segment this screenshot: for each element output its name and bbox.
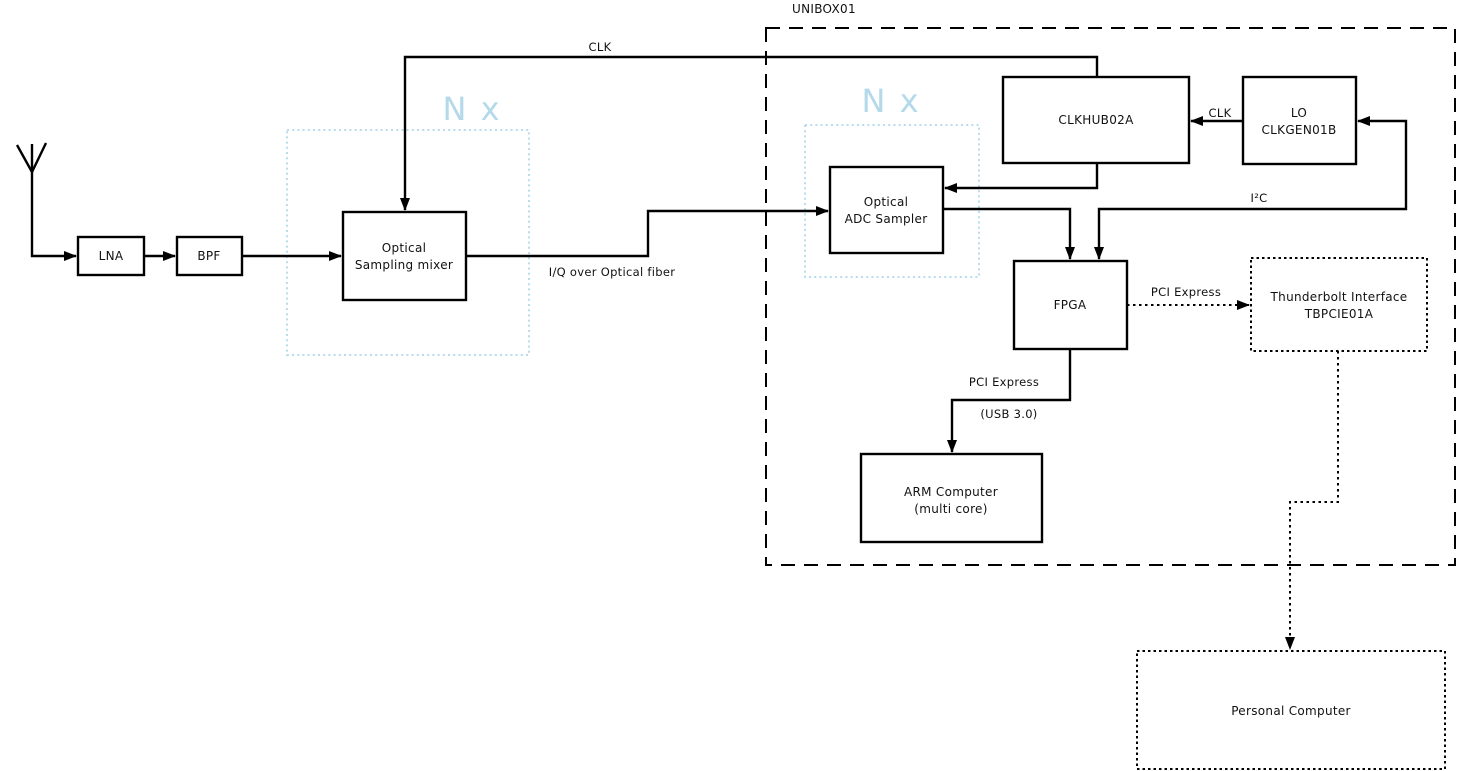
mixer-label-line1: Optical	[381, 241, 427, 255]
wire-adc-fpga	[943, 209, 1070, 259]
fpga-label: FPGA	[1053, 298, 1087, 312]
usb-label: (USB 3.0)	[980, 407, 1038, 421]
personal-computer-block	[1137, 651, 1445, 769]
wire-clk-to-adc	[945, 163, 1097, 188]
lo-label-line1: LO	[1290, 106, 1308, 120]
lo-clkgen01b-block	[1243, 77, 1356, 164]
thunderbolt-label-line2: TBPCIE01A	[1304, 307, 1374, 321]
nx-left-label: N x	[442, 90, 502, 128]
thunderbolt-label-line1: Thunderbolt Interface	[1270, 290, 1408, 304]
clk-top-label: CLK	[588, 40, 612, 54]
lna-label: LNA	[98, 249, 124, 263]
wire-iq-fiber	[466, 211, 828, 256]
clkhub02a-block	[1003, 77, 1189, 163]
pci-express-arm-label: PCI Express	[968, 375, 1040, 389]
antenna-icon	[17, 143, 76, 256]
bpf-label: BPF	[197, 249, 221, 263]
lna-block	[78, 237, 144, 275]
unibox01-label: UNIBOX01	[792, 2, 856, 16]
adc-label-line1: Optical	[863, 195, 909, 209]
fpga-block	[1014, 261, 1127, 349]
wire-thunderbolt-pc	[1290, 351, 1338, 649]
mixer-label-line2: Sampling mixer	[354, 258, 454, 272]
arm-computer-block	[861, 454, 1042, 542]
clkhub-label: CLKHUB02A	[1058, 113, 1134, 127]
i2c-label: I²C	[1250, 191, 1268, 205]
pc-label: Personal Computer	[1231, 704, 1351, 718]
arm-label-line2: (multi core)	[914, 502, 988, 516]
pci-express-tb-label: PCI Express	[1150, 285, 1222, 299]
arm-label-line1: ARM Computer	[904, 485, 998, 499]
wire-fpga-arm	[952, 349, 1070, 452]
iq-fiber-label: I/Q over Optical fiber	[548, 265, 676, 279]
nx-right-label: N x	[861, 82, 921, 120]
optical-sampling-mixer-block	[343, 212, 466, 300]
clk-lo-label: CLK	[1208, 106, 1232, 120]
thunderbolt-interface-block	[1251, 258, 1427, 351]
bpf-block	[177, 237, 242, 275]
lo-label-line2: CLKGEN01B	[1261, 123, 1337, 137]
adc-label-line2: ADC Sampler	[844, 212, 928, 226]
optical-adc-sampler-block	[830, 167, 943, 253]
